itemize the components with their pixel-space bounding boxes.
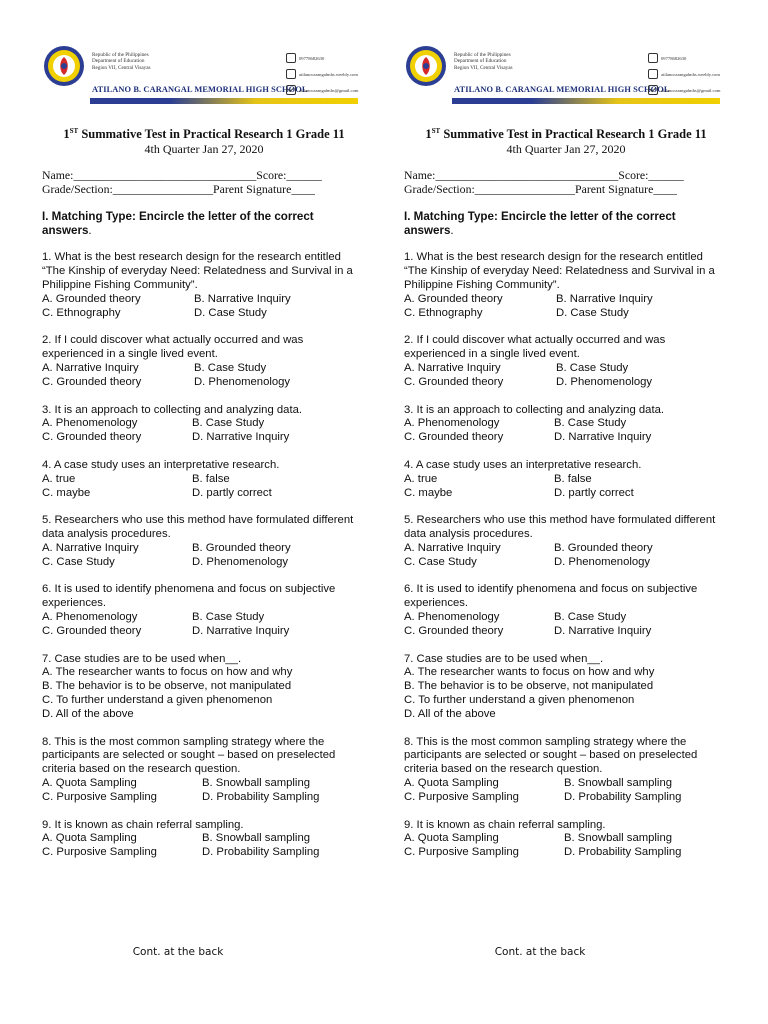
instruction-tail: . — [450, 223, 454, 237]
question-stem: 8. This is the most common sampling strategy where the participants are selected or sought – based on preselected criteria based on the research question. — [42, 735, 336, 776]
question-5 — [404, 514, 728, 569]
student-fields — [404, 168, 728, 197]
school-seal-logo — [42, 44, 86, 88]
option-a[interactable]: A. true — [404, 472, 438, 485]
option-c[interactable]: C. To further understand a given phenomenon — [42, 694, 273, 707]
test-date: 4th Quarter Jan 27, 2020 — [144, 142, 264, 157]
option-a[interactable]: A. Narrative Inquiry — [42, 541, 139, 554]
option-d[interactable]: D. Narrative Inquiry — [554, 624, 652, 637]
option-a[interactable]: A. true — [42, 472, 76, 485]
option-c[interactable]: C. Case Study — [42, 555, 115, 568]
student-fields — [42, 168, 366, 197]
question-9 — [42, 819, 366, 860]
instruction-tail: . — [88, 223, 92, 237]
contact-email — [286, 84, 366, 96]
contact-text: atilanocarangalmhs.weebly.com — [299, 71, 358, 77]
option-a[interactable]: A. Narrative Inquiry — [42, 361, 139, 374]
option-c[interactable]: C. To further understand a given phenomenon — [404, 694, 635, 707]
grade-signature-field[interactable]: Grade/Section:_________________Parent Signature____ — [42, 182, 315, 197]
question-3 — [42, 404, 366, 445]
option-d[interactable]: D. Narrative Inquiry — [554, 431, 652, 444]
option-a[interactable]: A. Phenomenology — [404, 417, 500, 430]
option-a[interactable]: A. The researcher wants to focus on how and why — [42, 666, 293, 679]
option-c[interactable]: C. Grounded theory — [404, 431, 504, 444]
question-7 — [404, 653, 728, 722]
question-7 — [42, 653, 366, 722]
option-d[interactable]: D. Case Study — [194, 306, 267, 319]
title-prefix: 1 — [63, 127, 70, 142]
option-d[interactable]: D. Narrative Inquiry — [192, 624, 290, 637]
option-d[interactable]: D. partly correct — [192, 486, 272, 499]
instruction — [42, 210, 366, 238]
option-d[interactable]: D. Phenomenology — [192, 555, 289, 568]
question-stem: 7. Case studies are to be used when__. — [404, 652, 604, 665]
header-line: Department of Education — [92, 58, 145, 65]
option-c[interactable]: C. Ethnography — [42, 306, 121, 319]
question-stem: 8. This is the most common sampling strategy where the participants are selected or sought – based on preselected criteria based on the research question. — [404, 735, 698, 776]
continue-note: Cont. at the back — [132, 946, 224, 958]
option-b[interactable]: B. false — [554, 472, 592, 485]
question-4 — [404, 459, 728, 500]
question-8 — [42, 736, 366, 805]
name-score-field[interactable]: Name:_______________________________Score:______ — [404, 168, 684, 183]
test-title — [404, 124, 728, 142]
option-d[interactable]: D. Probability Sampling — [202, 846, 320, 859]
option-a[interactable]: A. The researcher wants to focus on how and why — [404, 666, 655, 679]
school-info — [454, 52, 624, 71]
option-c[interactable]: C. maybe — [404, 486, 453, 499]
question-stem: 3. It is an approach to collecting and analyzing data. — [42, 403, 302, 416]
option-d[interactable]: D. Phenomenology — [194, 375, 291, 388]
title-superscript: ST — [431, 127, 441, 135]
option-c[interactable]: C. Purposive Sampling — [404, 846, 519, 859]
question-stem: 4. A case study uses an interpretative research. — [42, 458, 280, 471]
school-name: ATILANO B. CARANGAL MEMORIAL HIGH SCHOOL — [454, 85, 670, 94]
option-b[interactable]: B. The behavior is to be observe, not manipulated — [42, 680, 292, 693]
option-b[interactable]: B. Narrative Inquiry — [556, 292, 653, 305]
option-a[interactable]: A. Phenomenology — [42, 417, 138, 430]
contact-text: atilanocarangalmhs@gmail.com — [661, 87, 721, 93]
option-a[interactable]: A. Quota Sampling — [404, 832, 499, 845]
option-d[interactable]: D. All of the above — [42, 707, 134, 720]
school-contacts — [286, 52, 366, 100]
question-2 — [42, 334, 366, 389]
question-1 — [404, 251, 728, 320]
option-c[interactable]: C. Purposive Sampling — [42, 790, 157, 803]
contact-website — [286, 68, 366, 80]
option-a[interactable]: A. Quota Sampling — [42, 777, 137, 790]
option-b[interactable]: B. Snowball sampling — [202, 777, 311, 790]
contact-text: atilanocarangalmhs.weebly.com — [661, 71, 720, 77]
option-b[interactable]: B. Snowball sampling — [202, 832, 311, 845]
option-b[interactable]: B. Case Study — [194, 361, 267, 374]
option-a[interactable]: A. Grounded theory — [404, 292, 503, 305]
continue-note: Cont. at the back — [494, 946, 586, 958]
test-title — [42, 124, 366, 142]
school-header — [404, 40, 720, 112]
option-b[interactable]: B. Grounded theory — [192, 541, 291, 554]
school-info — [92, 52, 262, 71]
option-d[interactable]: D. Probability Sampling — [564, 846, 682, 859]
option-c[interactable]: C. Grounded theory — [42, 431, 142, 444]
test-date: 4th Quarter Jan 27, 2020 — [506, 142, 626, 157]
instruction — [404, 210, 728, 238]
option-b[interactable]: B. Case Study — [192, 611, 265, 624]
title-prefix: 1 — [425, 127, 432, 142]
question-stem: 7. Case studies are to be used when__. — [42, 652, 242, 665]
question-stem: 6. It is used to identify phenomena and focus on subjective experiences. — [404, 583, 698, 610]
option-c[interactable]: C. maybe — [42, 486, 91, 499]
school-name: ATILANO B. CARANGAL MEMORIAL HIGH SCHOOL — [92, 85, 308, 94]
option-b[interactable]: B. Snowball sampling — [564, 777, 673, 790]
contact-email — [648, 84, 728, 96]
question-stem: 4. A case study uses an interpretative research. — [404, 458, 642, 471]
phone-icon — [286, 53, 296, 63]
school-header — [42, 40, 358, 112]
question-5 — [42, 514, 366, 569]
title-rest: Summative Test in Practical Research 1 Grade 11 — [78, 127, 345, 142]
question-stem: 2. If I could discover what actually occurred and was experienced in a single lived event. — [42, 334, 304, 361]
contact-phone — [648, 52, 728, 64]
test-sheet-right — [404, 40, 728, 860]
contact-text: 09778682630 — [661, 55, 687, 61]
option-c[interactable]: C. Grounded theory — [42, 624, 142, 637]
option-b[interactable]: B. The behavior is to be observe, not manipulated — [404, 680, 654, 693]
school-seal-logo — [404, 44, 448, 88]
option-c[interactable]: C. Grounded theory — [404, 375, 504, 388]
header-line: Department of Education — [454, 58, 507, 65]
option-a[interactable]: A. Phenomenology — [42, 611, 138, 624]
question-6 — [42, 583, 366, 638]
option-d[interactable]: D. All of the above — [404, 707, 496, 720]
option-d[interactable]: D. Probability Sampling — [202, 790, 320, 803]
option-c[interactable]: C. Purposive Sampling — [404, 790, 519, 803]
option-b[interactable]: B. Case Study — [554, 417, 627, 430]
option-a[interactable]: A. Quota Sampling — [404, 777, 499, 790]
option-c[interactable]: C. Grounded theory — [404, 624, 504, 637]
title-rest: Summative Test in Practical Research 1 Grade 11 — [440, 127, 707, 142]
contact-text: atilanocarangalmhs@gmail.com — [299, 87, 359, 93]
option-d[interactable]: D. Case Study — [556, 306, 629, 319]
question-1 — [42, 251, 366, 320]
test-sheet-left — [42, 40, 366, 860]
header-line: Region VII, Central Visayas — [454, 64, 513, 71]
option-b[interactable]: B. false — [192, 472, 230, 485]
globe-icon — [286, 69, 296, 79]
instruction-text: I. Matching Type: Encircle the letter of the correct answers — [42, 209, 314, 237]
option-c[interactable]: C. Case Study — [404, 555, 477, 568]
instruction-text: I. Matching Type: Encircle the letter of the correct answers — [404, 209, 676, 237]
contact-phone — [286, 52, 366, 64]
question-stem: 3. It is an approach to collecting and analyzing data. — [404, 403, 664, 416]
question-4 — [42, 459, 366, 500]
header-line: Region VII, Central Visayas — [92, 64, 151, 71]
question-6 — [404, 583, 728, 638]
question-2 — [404, 334, 728, 389]
option-a[interactable]: A. Phenomenology — [404, 611, 500, 624]
option-a[interactable]: A. Grounded theory — [42, 292, 141, 305]
option-d[interactable]: D. partly correct — [554, 486, 634, 499]
question-8 — [404, 736, 728, 805]
option-b[interactable]: B. Case Study — [556, 361, 629, 374]
name-score-field[interactable]: Name:_______________________________Score:______ — [42, 168, 322, 183]
question-stem: 2. If I could discover what actually occurred and was experienced in a single lived event. — [404, 334, 666, 361]
option-b[interactable]: B. Snowball sampling — [564, 832, 673, 845]
option-c[interactable]: C. Purposive Sampling — [42, 846, 157, 859]
question-stem: 6. It is used to identify phenomena and focus on subjective experiences. — [42, 583, 336, 610]
option-b[interactable]: B. Grounded theory — [554, 541, 653, 554]
question-3 — [404, 404, 728, 445]
question-stem: 1. What is the best research design for the research entitled “The Kinship of everyday Need: Relatedness and Survival in a Philippine Fishing Community”. — [42, 251, 353, 291]
option-b[interactable]: B. Case Study — [192, 417, 265, 430]
option-b[interactable]: B. Case Study — [554, 611, 627, 624]
globe-icon — [648, 69, 658, 79]
question-9 — [404, 819, 728, 860]
option-d[interactable]: D. Probability Sampling — [564, 790, 682, 803]
grade-signature-field[interactable]: Grade/Section:_________________Parent Signature____ — [404, 182, 677, 197]
option-d[interactable]: D. Phenomenology — [554, 555, 651, 568]
title-superscript: ST — [69, 127, 79, 135]
option-d[interactable]: D. Phenomenology — [556, 375, 653, 388]
header-line: Republic of the Philippines — [454, 52, 511, 58]
option-a[interactable]: A. Narrative Inquiry — [404, 361, 501, 374]
school-contacts — [648, 52, 728, 100]
question-stem: 9. It is known as chain referral sampling. — [404, 818, 606, 831]
contact-website — [648, 68, 728, 80]
option-b[interactable]: B. Narrative Inquiry — [194, 292, 291, 305]
question-stem: 9. It is known as chain referral sampling. — [42, 818, 244, 831]
option-a[interactable]: A. Quota Sampling — [42, 832, 137, 845]
option-a[interactable]: A. Narrative Inquiry — [404, 541, 501, 554]
mail-icon — [286, 85, 296, 95]
question-stem: 5. Researchers who use this method have formulated different data analysis procedures. — [404, 514, 716, 541]
header-line: Republic of the Philippines — [92, 52, 149, 58]
question-stem: 5. Researchers who use this method have formulated different data analysis procedures. — [42, 514, 354, 541]
option-c[interactable]: C. Ethnography — [404, 306, 483, 319]
mail-icon — [648, 85, 658, 95]
question-stem: 1. What is the best research design for the research entitled “The Kinship of everyday Need: Relatedness and Survival in a Philippine Fishing Community”. — [404, 251, 715, 291]
contact-text: 09778682630 — [299, 55, 325, 61]
phone-icon — [648, 53, 658, 63]
option-d[interactable]: D. Narrative Inquiry — [192, 431, 290, 444]
option-c[interactable]: C. Grounded theory — [42, 375, 142, 388]
